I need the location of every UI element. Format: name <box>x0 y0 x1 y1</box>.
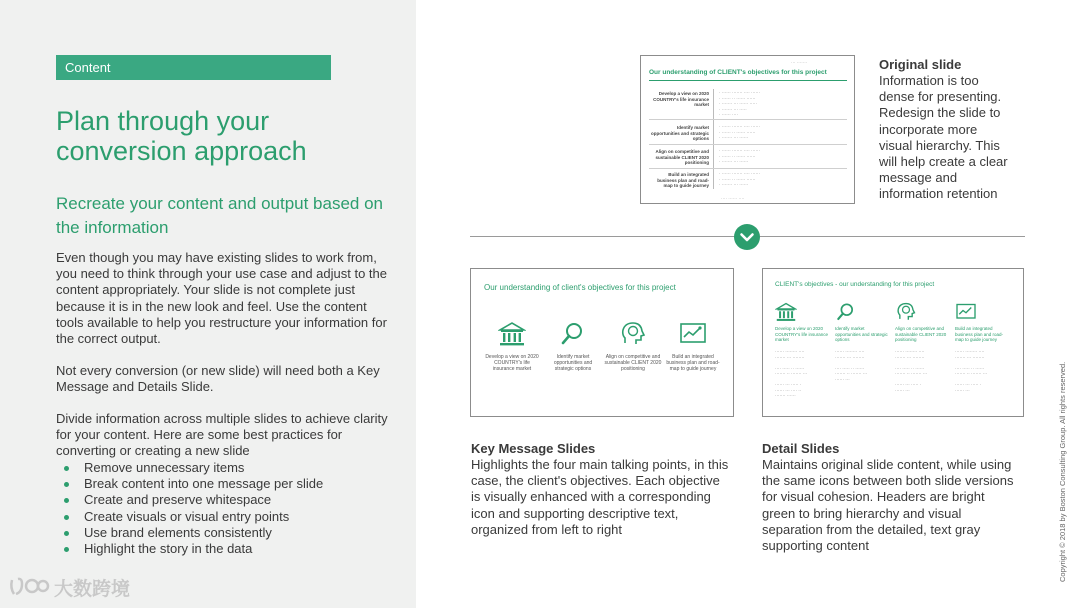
key-item-text: Develop a view on 2020 COUNTRY's life insurance market <box>485 354 539 372</box>
watermark-text: 大数跨境 <box>54 578 131 600</box>
bullet-dot-icon <box>64 515 69 520</box>
list-item: Use brand elements consistently <box>62 525 392 541</box>
detail-slides-description: Maintains original slide content, while using the same icons between both slide versions for visual cohesion. Headers are bright green to bring hierarchy and visual separation from the detailed, text gray supporting content <box>762 457 1014 554</box>
detail-item-header: Build an integrated business plan and road-map to guide journey <box>955 326 1004 342</box>
magnifier-icon <box>559 321 587 347</box>
detail-slides-title: Detail Slides <box>762 441 840 456</box>
thumb-row-label: Identify market opportunities and strategic options <box>650 125 709 141</box>
roadmap-board-icon <box>955 303 977 321</box>
chevron-down-icon <box>734 224 760 250</box>
page-title: Plan through your conversion approach <box>56 106 307 166</box>
thumb-row-text: · ······ ······· ···· ······ · ······ ·· ······ ······ · ······· ··· ······ <box>719 124 760 140</box>
key-message-slide-thumbnail <box>470 268 734 417</box>
list-item: Create visuals or visual entry points <box>62 509 392 525</box>
list-item: Highlight the story in the data <box>62 541 392 557</box>
original-slide-thumbnail <box>640 55 855 204</box>
list-item: Break content into one message per slide <box>62 476 392 492</box>
thumb-footer: ···· ······ ···· <box>721 196 745 201</box>
watermark-logo-icon <box>8 576 50 598</box>
thumb-row-text: · ······ ······· ···· ······ · ······ ·· ······ ······ · ······· ··· ······ <box>719 148 760 164</box>
head-globe-icon <box>895 302 917 322</box>
list-item: Create and preserve whitespace <box>62 492 392 508</box>
key-item-text: Identify market opportunities and strategic options <box>553 354 593 372</box>
detail-item-header: Develop a view on 2020 COUNTRY's life insurance market <box>775 326 829 342</box>
thumb-row-text: · ······ ······· ···· ······ · ······ ·· ······ ······ · ······· ··· ······ <box>719 171 760 187</box>
thumb-header: CLIENT's objectives - our understanding for this project <box>775 281 935 288</box>
original-slide-description: Information is too dense for presenting. Redesign the slide to incorporate more visual hierarchy. This will help create a clear message and information retention <box>879 73 1008 202</box>
page-subtitle: Recreate your content and output based on the information <box>56 194 384 237</box>
list-item: Remove unnecessary items <box>62 460 392 476</box>
detail-item-header: Align on competitive and sustainable CLIENT 2020 positioning <box>895 326 947 342</box>
bullet-dot-icon <box>64 466 69 471</box>
head-globe-icon <box>619 321 647 347</box>
thumb-row-label: Build an integrated business plan and road-map to guide journey <box>657 172 709 188</box>
detail-item-text: ······ ········ ···· ······· ··· ········ ···· ····· ·· ······ ······· ·· ······· ··· ······ ··· ····· · ······ ··· ···· ·· ······· ······ <box>775 349 808 398</box>
detail-item-text: ······ ········ ···· ······· ··· ········ ···· ····· ·· ······ ······· ·· ······· ··· ······ ··· ····· · ······ ··· <box>895 349 928 393</box>
key-message-description: Highlights the four main talking points, in this case, the client's objectives. Each objective is visually enhanced with a corresponding icon and supporting descriptive text, organized from left to right <box>471 457 729 537</box>
bullet-dot-icon <box>64 498 69 503</box>
key-message-title: Key Message Slides <box>471 441 596 456</box>
bank-building-icon <box>775 302 797 322</box>
bank-building-icon <box>498 321 526 347</box>
paragraph-divide-info: Divide information across multiple slides to achieve clarity for your content. Here are some best practices for converting or creating a new slide <box>56 411 388 459</box>
roadmap-board-icon <box>679 322 707 346</box>
bullet-dot-icon <box>64 531 69 536</box>
paragraph-key-message: Not every conversion (or new slide) will need both a Key Message and Details Slide. <box>56 363 380 395</box>
left-panel <box>0 0 416 608</box>
content-tag: Content <box>56 55 331 80</box>
magnifier-icon <box>835 302 857 322</box>
bullet-dot-icon <box>64 547 69 552</box>
watermark <box>8 575 130 599</box>
thumb-row-label: Develop a view on 2020 COUNTRY's life insurance market <box>653 91 709 107</box>
detail-slide-thumbnail <box>762 268 1024 417</box>
thumb-row-text: · ······ ······· ···· ······ · ······ ·· ······ ······ · ······· ··· ······ ····· · ······· ··· ····· · ······ ···· <box>719 90 760 117</box>
thumb-top-note: ··· ······· <box>791 60 808 65</box>
copyright-notice: Copyright © 2018 by Boston Consulting Group. All rights reserved. <box>1058 361 1067 582</box>
paragraph-use-case: Even though you may have existing slides to work from, you need to think through your use case and adjust to the content appropriately. Your slide is not complete just because it is in the new look and feel. Use the content tools available to help you restructure your information for the correct output. <box>56 250 388 347</box>
detail-item-text: ······ ········ ···· ······· ··· ········ ···· ····· ·· ······ ······· ·· ······· ··· ······ ··· ····· · ······ ··· <box>955 349 988 393</box>
thumb-header: Our understanding of client's objectives for this project <box>484 283 676 292</box>
original-slide-title: Original slide <box>879 57 962 72</box>
bullet-dot-icon <box>64 482 69 487</box>
thumb-row-label: Align on competitive and sustainable CLIENT 2020 positioning <box>655 149 709 165</box>
key-item-text: Build an integrated business plan and road-map to guide journey <box>666 354 720 372</box>
thumb-header: Our understanding of CLIENT's objectives for this project <box>649 69 827 76</box>
detail-item-text: ······ ········ ···· ······· ··· ········ ···· ····· ·· ······ ······· ·· ······· ··· ······ ··· <box>835 349 868 382</box>
best-practices-list <box>62 460 392 557</box>
detail-item-header: Identify market opportunities and strategic options <box>835 326 888 342</box>
key-item-text: Align on competitive and sustainable CLIENT 2020 positioning <box>604 354 662 372</box>
